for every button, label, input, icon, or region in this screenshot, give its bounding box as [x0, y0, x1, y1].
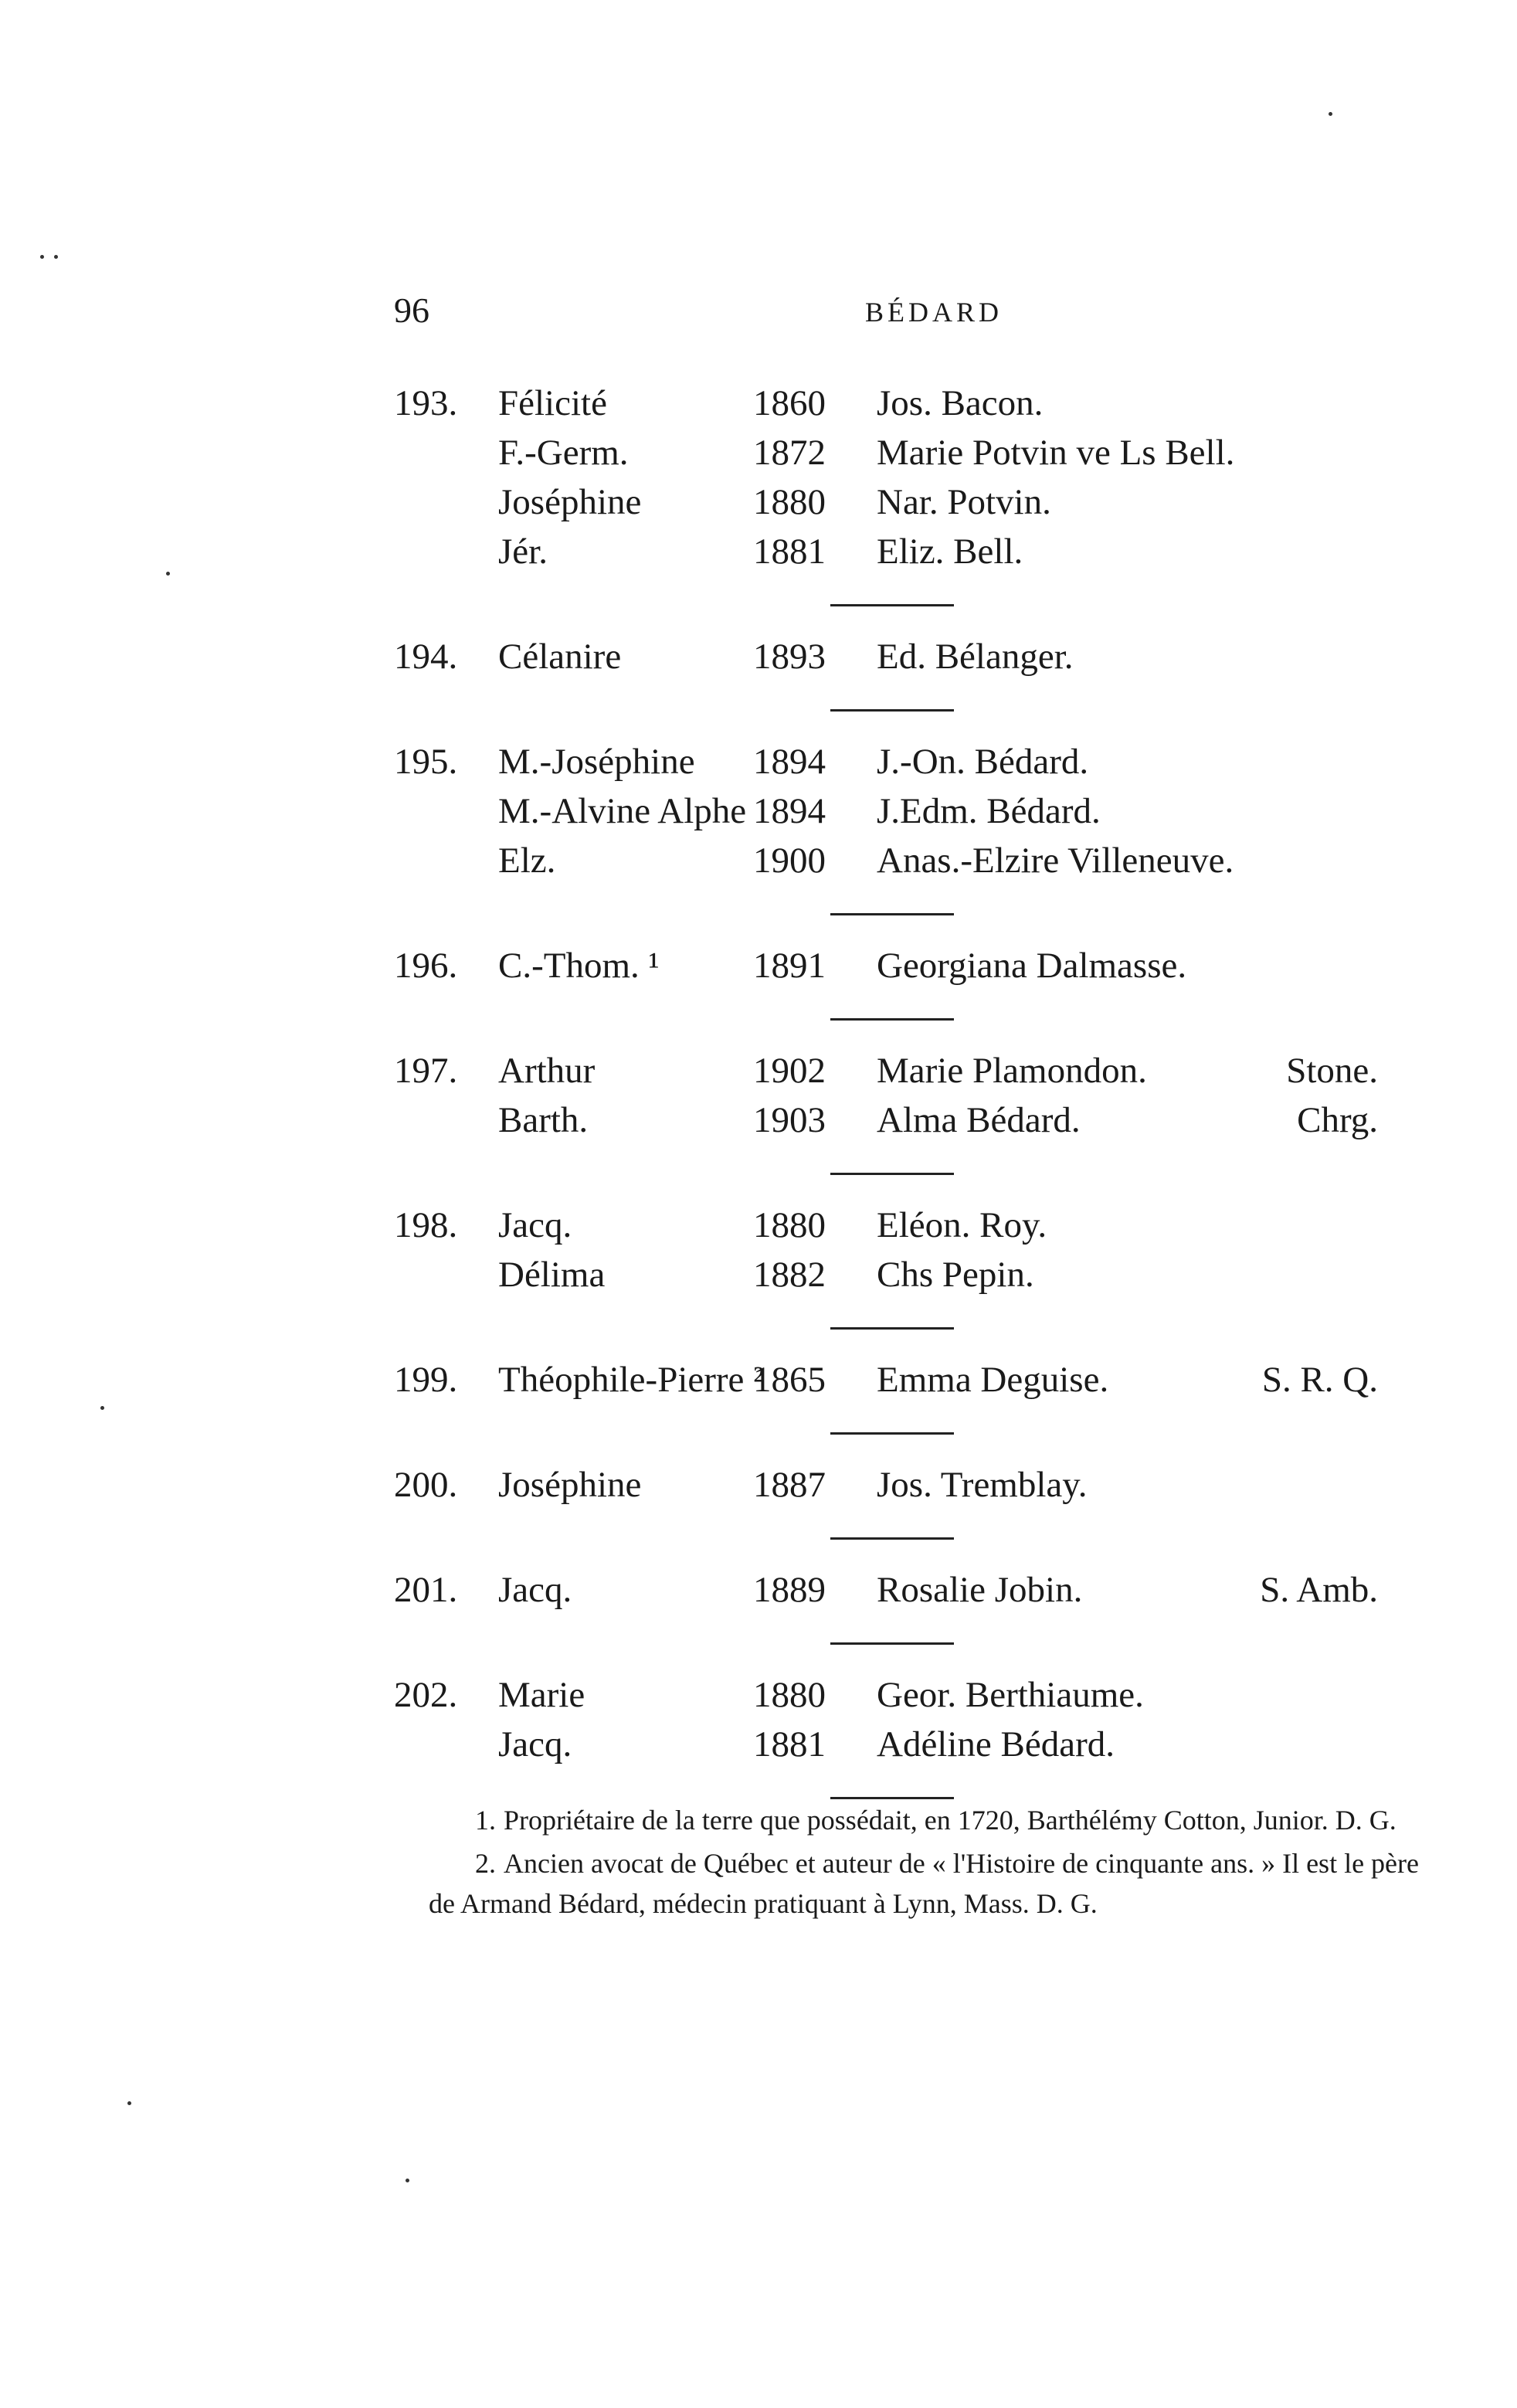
- entry-divider: [0, 1404, 1517, 1460]
- entry-row: [0, 428, 1517, 477]
- running-title: BÉDARD: [865, 297, 1003, 328]
- footnote: [429, 1800, 1441, 1840]
- person-name: M.-Alvine Alphe: [498, 791, 747, 831]
- person-name: Jacq.: [498, 1570, 572, 1610]
- person-name: Joséphine: [498, 482, 642, 522]
- entry-row: [0, 1046, 1517, 1095]
- entry-number: 194.: [394, 637, 458, 677]
- marriage-year: 1872: [753, 433, 826, 473]
- person-name: Marie: [498, 1675, 585, 1715]
- scan-speck: [100, 1406, 104, 1410]
- marriage-year: 1902: [753, 1051, 826, 1091]
- marriage-year: 1881: [753, 532, 826, 572]
- page-header: [0, 282, 1517, 336]
- entry-row: [0, 1201, 1517, 1250]
- spouse-name: Eléon. Roy.: [877, 1205, 1047, 1245]
- footnote-text: Propriétaire de la terre que possédait, en 1720, Barthélémy Cotton, Junior. D. G.: [504, 1805, 1397, 1836]
- spouse-name: J.-On. Bédard.: [877, 742, 1089, 782]
- scan-speck: [406, 2179, 409, 2182]
- entry-number: 197.: [394, 1051, 458, 1091]
- spouse-name: Emma Deguise.: [877, 1360, 1109, 1400]
- entry-number: 198.: [394, 1205, 458, 1245]
- person-name: Théophile-Pierre ²: [498, 1360, 765, 1400]
- marriage-year: 1881: [753, 1724, 826, 1764]
- marriage-year: 1880: [753, 1205, 826, 1245]
- marriage-year: 1900: [753, 841, 826, 881]
- place-code: S. Amb.: [1260, 1570, 1378, 1610]
- spouse-name: Chs Pepin.: [877, 1255, 1034, 1295]
- spouse-name: Adéline Bédard.: [877, 1724, 1115, 1764]
- entry-row: [0, 786, 1517, 836]
- marriage-year: 1880: [753, 482, 826, 522]
- footnote-number: 2.: [475, 1848, 496, 1879]
- marriage-year: 1903: [753, 1100, 826, 1140]
- place-code: S. R. Q.: [1261, 1360, 1378, 1400]
- spouse-name: Geor. Berthiaume.: [877, 1675, 1144, 1715]
- spouse-name: Marie Plamondon.: [877, 1051, 1147, 1091]
- footnotes: [429, 1800, 1441, 1927]
- entry-divider: [0, 681, 1517, 737]
- entry-divider: [0, 885, 1517, 941]
- divider-rule: [830, 1327, 954, 1330]
- entry-divider: [0, 1299, 1517, 1355]
- spouse-name: Marie Potvin ve Ls Bell.: [877, 433, 1235, 473]
- entry-group: [0, 737, 1517, 941]
- entry-row: [0, 737, 1517, 786]
- marriage-year: 1882: [753, 1255, 826, 1295]
- entry-divider: [0, 1615, 1517, 1670]
- entry-row: [0, 1720, 1517, 1769]
- marriage-year: 1889: [753, 1570, 826, 1610]
- marriage-year: 1894: [753, 791, 826, 831]
- spouse-name: Rosalie Jobin.: [877, 1570, 1083, 1610]
- footnote-text: Ancien avocat de Québec et auteur de « l'Histoire de cinquante ans. » Il est le père de Armand Bédard, médecin pratiquant à Lynn, Mass. D. G.: [429, 1848, 1419, 1919]
- entry-row: [0, 1565, 1517, 1615]
- spouse-name: Alma Bédard.: [877, 1100, 1081, 1140]
- person-name: C.-Thom. ¹: [498, 946, 660, 986]
- person-name: Délima: [498, 1255, 606, 1295]
- entry-group: [0, 1355, 1517, 1460]
- spouse-name: Eliz. Bell.: [877, 532, 1023, 572]
- entry-row: [0, 1460, 1517, 1510]
- divider-rule: [830, 1642, 954, 1645]
- entry-number: 201.: [394, 1570, 458, 1610]
- divider-rule: [830, 913, 954, 915]
- marriage-year: 1865: [753, 1360, 826, 1400]
- genealogy-entries: [0, 379, 1517, 1825]
- person-name: Jacq.: [498, 1205, 572, 1245]
- marriage-year: 1880: [753, 1675, 826, 1715]
- footnote-number: 1.: [475, 1805, 496, 1836]
- footnote: [429, 1843, 1441, 1924]
- scan-speck: [166, 572, 170, 576]
- spouse-name: J.Edm. Bédard.: [877, 791, 1101, 831]
- person-name: Félicité: [498, 383, 607, 423]
- entry-group: [0, 941, 1517, 1046]
- scan-speck: [40, 255, 44, 259]
- divider-rule: [830, 1432, 954, 1435]
- entry-group: [0, 632, 1517, 737]
- entry-divider: [0, 990, 1517, 1046]
- spouse-name: Jos. Bacon.: [877, 383, 1044, 423]
- spouse-name: Ed. Bélanger.: [877, 637, 1074, 677]
- person-name: Elz.: [498, 841, 556, 881]
- marriage-year: 1893: [753, 637, 826, 677]
- divider-rule: [830, 1018, 954, 1021]
- entry-row: [0, 1250, 1517, 1299]
- place-code: Chrg.: [1297, 1100, 1378, 1140]
- person-name: Jacq.: [498, 1724, 572, 1764]
- marriage-year: 1887: [753, 1465, 826, 1505]
- marriage-year: 1891: [753, 946, 826, 986]
- person-name: Jér.: [498, 532, 548, 572]
- divider-rule: [830, 1173, 954, 1175]
- entry-divider: [0, 1510, 1517, 1565]
- scan-speck: [127, 2101, 131, 2105]
- entry-number: 200.: [394, 1465, 458, 1505]
- person-name: Joséphine: [498, 1465, 642, 1505]
- spouse-name: Anas.-Elzire Villeneuve.: [877, 841, 1234, 881]
- scan-speck: [54, 255, 58, 259]
- entry-divider: [0, 576, 1517, 632]
- entry-row: [0, 477, 1517, 527]
- entry-number: 199.: [394, 1360, 458, 1400]
- entry-number: 193.: [394, 383, 458, 423]
- entry-number: 196.: [394, 946, 458, 986]
- entry-number: 195.: [394, 742, 458, 782]
- person-name: F.-Germ.: [498, 433, 629, 473]
- spouse-name: Georgiana Dalmasse.: [877, 946, 1187, 986]
- divider-rule: [830, 709, 954, 712]
- entry-group: [0, 1460, 1517, 1565]
- spouse-name: Nar. Potvin.: [877, 482, 1051, 522]
- entry-row: [0, 527, 1517, 576]
- marriage-year: 1894: [753, 742, 826, 782]
- entry-row: [0, 1095, 1517, 1145]
- scan-speck: [1329, 112, 1332, 116]
- entry-group: [0, 379, 1517, 632]
- divider-rule: [830, 604, 954, 606]
- entry-row: [0, 1670, 1517, 1720]
- entry-group: [0, 1565, 1517, 1670]
- entry-divider: [0, 1145, 1517, 1201]
- person-name: Arthur: [498, 1051, 596, 1091]
- place-code: Stone.: [1286, 1051, 1378, 1091]
- entry-row: [0, 1355, 1517, 1404]
- marriage-year: 1860: [753, 383, 826, 423]
- person-name: M.-Joséphine: [498, 742, 695, 782]
- entry-row: [0, 941, 1517, 990]
- entry-group: [0, 1046, 1517, 1201]
- divider-rule: [830, 1797, 954, 1799]
- page-number: 96: [394, 290, 429, 330]
- entry-row: [0, 379, 1517, 428]
- divider-rule: [830, 1537, 954, 1540]
- entry-group: [0, 1201, 1517, 1355]
- entry-number: 202.: [394, 1675, 458, 1715]
- person-name: Célanire: [498, 637, 622, 677]
- person-name: Barth.: [498, 1100, 589, 1140]
- entry-row: [0, 632, 1517, 681]
- spouse-name: Jos. Tremblay.: [877, 1465, 1088, 1505]
- entry-row: [0, 836, 1517, 885]
